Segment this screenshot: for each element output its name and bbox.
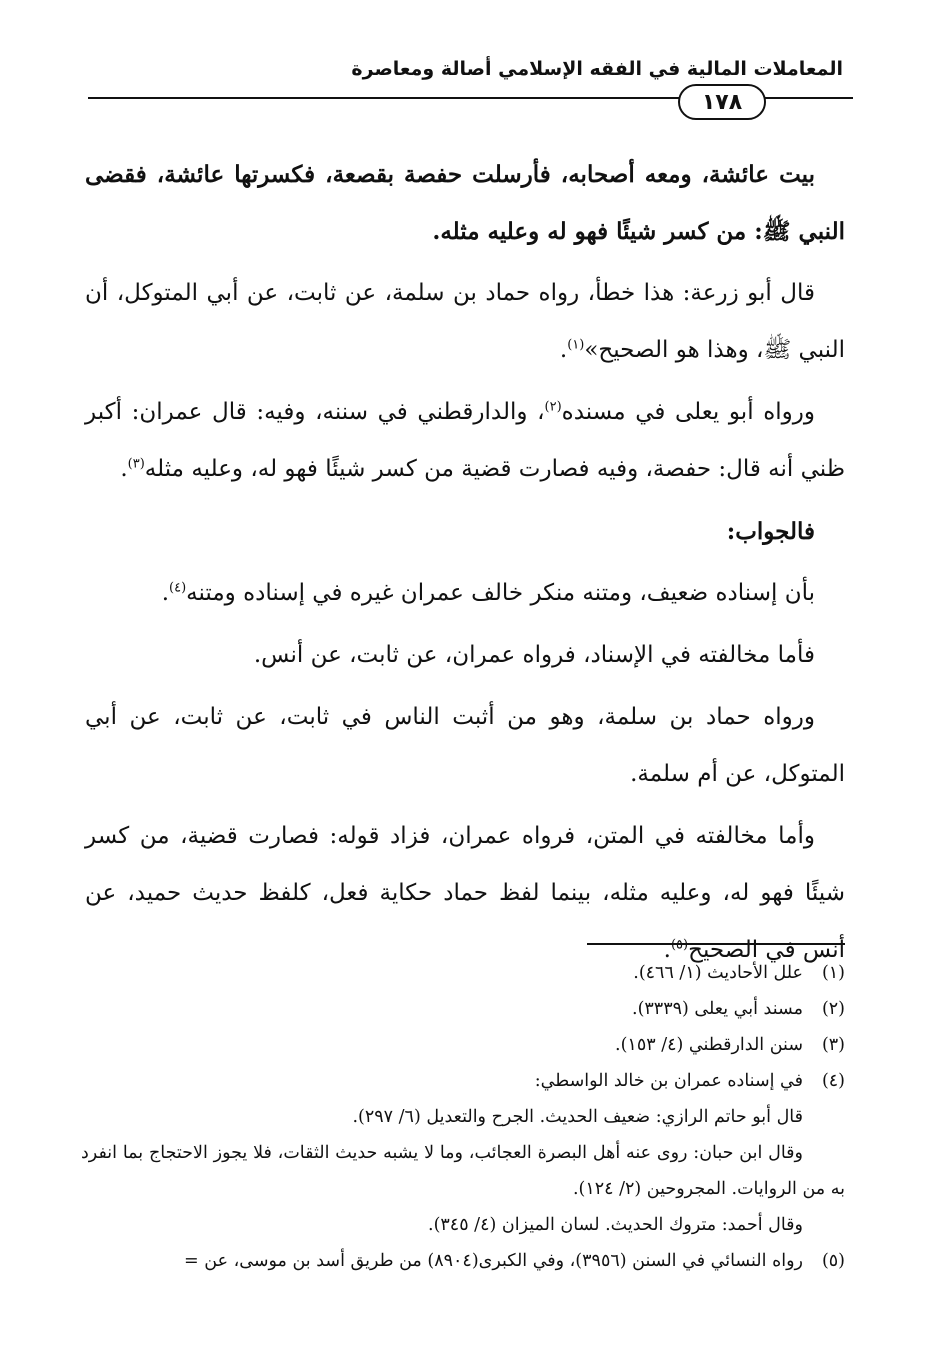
paragraph-2-text: قال أبو زرعة: هذا خطأ، رواه حماد بن سلمة، عن ثابت، عن أبي المتوكل، أن النبي ﷺ، وهذا هو الصحيح» xyxy=(85,280,845,363)
footnote-2 xyxy=(81,991,845,1027)
footnote-1-number: (١) xyxy=(821,963,845,983)
page-number: ١٧٨ xyxy=(678,84,766,120)
paragraph-4 xyxy=(85,565,845,622)
paragraph-4-end: . xyxy=(161,580,169,606)
footnote-rule xyxy=(587,943,845,945)
footnote-5-text: رواه النسائي في السنن (٣٩٥٦)، وفي الكبرى(٨٩٠٤) من طريق أسد بن موسى، عن = xyxy=(184,1251,803,1271)
paragraph-3 xyxy=(85,384,845,498)
paragraph-6-text: ورواه حماد بن سلمة، وهو من أثبت الناس في ثابت، عن ثابت، عن أبي المتوكل، عن أم سلمة. xyxy=(85,704,845,787)
paragraph-7-end: . xyxy=(663,937,671,963)
footnote-ref-1: (١) xyxy=(567,337,585,353)
footnote-3 xyxy=(81,1027,845,1063)
footnote-2-number: (٢) xyxy=(821,999,845,1019)
paragraph-1-text: بيت عائشة، ومعه أصحابه، فأرسلت حفصة بقصعة، فكسرتها عائشة، فقضى النبي ﷺ: من كسر شيئًا فهو له وعليه مثله. xyxy=(85,161,845,245)
footnote-4-number: (٤) xyxy=(821,1071,845,1091)
footnote-1-text: علل الأحاديث (١/ ٤٦٦). xyxy=(633,963,803,983)
footnote-ref-2: (٢) xyxy=(544,399,562,415)
footnote-3-text: سنن الدارقطني (٤/ ١٥٣). xyxy=(615,1035,803,1055)
footnote-1 xyxy=(81,955,845,991)
footnote-4-line-1: قال أبو حاتم الرازي: ضعيف الحديث. الجرح والتعديل (٦/ ٢٩٧). xyxy=(352,1107,803,1127)
running-title: المعاملات المالية في الفقه الإسلامي أصالة ومعاصرة xyxy=(351,58,843,80)
body-text xyxy=(85,146,845,984)
paragraph-2 xyxy=(85,265,845,379)
footnote-5 xyxy=(81,1243,845,1279)
footnote-5-number: (٥) xyxy=(821,1251,845,1271)
paragraph-7-text: وأما مخالفته في المتن، فرواه عمران، فزاد قوله: فصارت قضية، من كسر شيئًا فهو له، وعليه مثله، بينما لفظ حماد حكاية فعل، كلفظ حديث حميد، عن أنس في الصحيح xyxy=(85,823,845,963)
footnote-4-text: في إسناده عمران بن خالد الواسطي: xyxy=(534,1071,803,1091)
footnote-2-text: مسند أبي يعلى (٣٣٣٩). xyxy=(632,999,803,1019)
paragraph-3-end: . xyxy=(120,456,128,482)
paragraph-2-end: . xyxy=(559,337,568,363)
paragraph-4-text: بأن إسناده ضعيف، ومتنه منكر خالف عمران غيره في إسناده ومتنه xyxy=(186,580,815,606)
footnote-4 xyxy=(81,1063,845,1099)
paragraph-5 xyxy=(85,627,845,684)
paragraph-1 xyxy=(85,146,845,260)
footnote-ref-3: (٣) xyxy=(127,456,145,472)
footnote-4-line-2: وقال ابن حبان: روى عنه أهل البصرة العجائب، وما لا يشبه حديث الثقات، فلا يجوز الاحتجاج بما انفرد به من الروايات. المجروحين (٢/ ١٢٤). xyxy=(81,1143,845,1199)
footnote-4-line-3: وقال أحمد: متروك الحديث. لسان الميزان (٤/ ٣٤٥). xyxy=(428,1215,803,1235)
paragraph-5-text: فأما مخالفته في الإسناد، فرواه عمران، عن ثابت، عن أنس. xyxy=(253,642,815,668)
answer-heading: فالجواب: xyxy=(726,518,815,545)
footnotes xyxy=(81,955,845,1279)
footnote-3-number: (٣) xyxy=(821,1035,845,1055)
paragraph-7 xyxy=(85,808,845,979)
footnote-ref-5: (٥) xyxy=(670,937,689,953)
paragraph-3b-text: ، والدارقطني في سننه، وفيه: قال عمران: أكبر ظني أنه قال: حفصة، وفيه فصارت قضية من كسر شيئًا فهو له، وعليه مثله xyxy=(85,399,845,482)
paragraph-3a-text: ورواه أبو يعلى في مسنده xyxy=(561,399,815,425)
footnote-ref-4: (٤) xyxy=(169,580,187,596)
paragraph-6 xyxy=(85,689,845,803)
